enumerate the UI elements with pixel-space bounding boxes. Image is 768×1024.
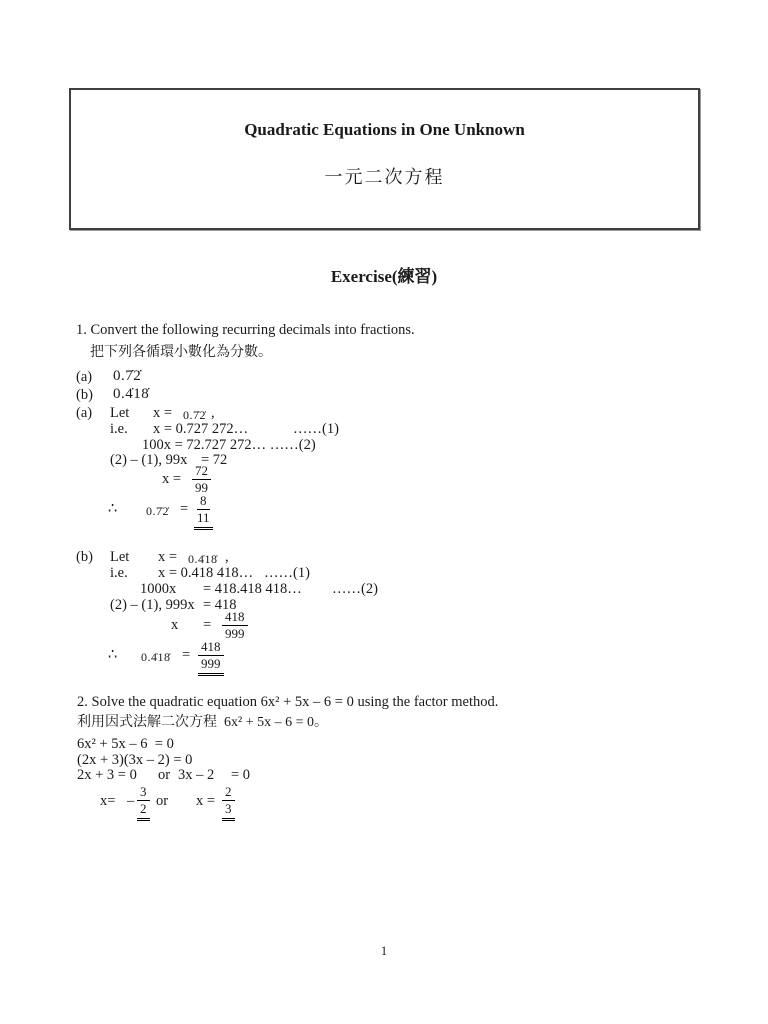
fraction-denominator: 999: [225, 626, 245, 641]
fraction-denominator: 3: [222, 801, 235, 821]
sol-a-therefore: ∴: [108, 501, 118, 517]
sol-a-comma: ,: [211, 405, 215, 421]
fraction-denominator: 99: [195, 480, 208, 495]
fraction-numerator: 8: [197, 494, 210, 510]
sol-a-fraction-72-99: [192, 464, 211, 495]
q2-prompt-zh: 利用因式法解二次方程 6x² + 5x – 6 = 0。: [77, 715, 328, 730]
sol-b-let-value: 0.4̇18̇: [188, 552, 218, 566]
q1-prompt-en: 1. Convert the following recurring decimals into fractions.: [76, 322, 415, 338]
q2-answer-a-fraction: [137, 785, 150, 821]
q2-answer-a-lhs: x=: [100, 793, 116, 809]
sol-a-subtract-rhs: = 72: [201, 452, 228, 468]
q1-prompt-zh: 把下列各循環小數化為分數。: [90, 345, 272, 360]
q2-step3-left: 2x + 3 = 0: [77, 767, 137, 783]
q2-step2: (2x + 3)(3x – 2) = 0: [77, 752, 193, 768]
sol-b-expand: x = 0.418 418…: [158, 565, 254, 581]
q2-answer-b-lhs: x =: [196, 793, 216, 809]
title-box: [69, 88, 700, 230]
fraction-denominator: 11: [194, 510, 213, 530]
q1-item-b-label: (b): [76, 387, 93, 403]
sol-b-ie: i.e.: [110, 565, 128, 581]
sol-b-comma: ,: [225, 549, 229, 565]
sol-b-mult-rhs: = 418.418 418…: [203, 581, 302, 597]
fraction-numerator: 418: [222, 610, 248, 626]
q1-item-a-label: (a): [76, 369, 93, 385]
q2-answer-or: or: [156, 793, 169, 809]
fraction-denominator: 2: [137, 801, 150, 821]
q2-step3-or: or: [158, 767, 171, 783]
sol-a-expand: x = 0.727 272…: [153, 421, 249, 437]
fraction-denominator: 999: [198, 656, 224, 676]
q2-step3-right: 3x – 2: [178, 767, 215, 783]
sol-a-let-eq: x =: [153, 405, 173, 421]
sol-a-mult: 100x = 72.727 272… ……(2): [142, 437, 316, 453]
sol-a-let-value: 0.7̇2̇: [183, 408, 206, 422]
sol-b-ref2: ……(2): [332, 581, 378, 597]
q2-prompt-en: 2. Solve the quadratic equation 6x² + 5x – 6 = 0 using the factor method.: [77, 694, 499, 710]
sol-b-ref1: ……(1): [264, 565, 310, 581]
sol-b-result-eq: =: [182, 647, 191, 663]
exercise-heading: Exercise(練習): [330, 267, 438, 286]
sol-a-subtract: (2) – (1), 99x: [110, 452, 188, 468]
q2-step1: 6x² + 5x – 6 = 0: [77, 736, 174, 752]
q1-item-a-value: 0.7̇2̇: [113, 368, 142, 384]
page-title-zh: 一元二次方程: [324, 167, 445, 187]
sol-b-answer-fraction: [198, 640, 224, 676]
q2-step3-right-rhs: = 0: [231, 767, 251, 783]
fraction-numerator: 72: [192, 464, 211, 480]
q2-answer-b-fraction: [222, 785, 235, 821]
fraction-numerator: 3: [137, 785, 150, 801]
page-title-en: Quadratic Equations in One Unknown: [244, 120, 525, 139]
sol-b-mult-lhs: 1000x: [140, 581, 177, 597]
fraction-numerator: 418: [198, 640, 224, 656]
sol-b-result-lhs: 0.4̇18̇: [141, 650, 171, 664]
sol-b-eq: =: [203, 617, 212, 633]
sol-a-answer-fraction: [194, 494, 213, 530]
sol-b-x: x: [171, 617, 179, 633]
sol-b-fraction-418-999: [222, 610, 248, 641]
sol-b-therefore: ∴: [108, 647, 118, 663]
sol-a-ie: i.e.: [110, 421, 128, 437]
sol-b-let-eq: x =: [158, 549, 178, 565]
sol-b-let: Let: [110, 549, 130, 565]
sol-a-x-eq: x =: [162, 471, 182, 487]
sol-b-subtract: (2) – (1), 999x: [110, 597, 195, 613]
page-number: 1: [380, 944, 388, 958]
sol-b-label: (b): [76, 549, 93, 565]
sol-a-ref1: ……(1): [293, 421, 339, 437]
sol-a-let: Let: [110, 405, 130, 421]
sol-a-label: (a): [76, 405, 93, 421]
sol-a-result-lhs: 0.7̇2̇: [146, 504, 169, 518]
sol-b-subtract-rhs: = 418: [203, 597, 237, 613]
sol-a-result-eq: =: [180, 501, 189, 517]
fraction-numerator: 2: [222, 785, 235, 801]
q1-item-b-value: 0.4̇18̇: [113, 386, 150, 402]
q2-answer-a-minus: –: [127, 793, 135, 809]
